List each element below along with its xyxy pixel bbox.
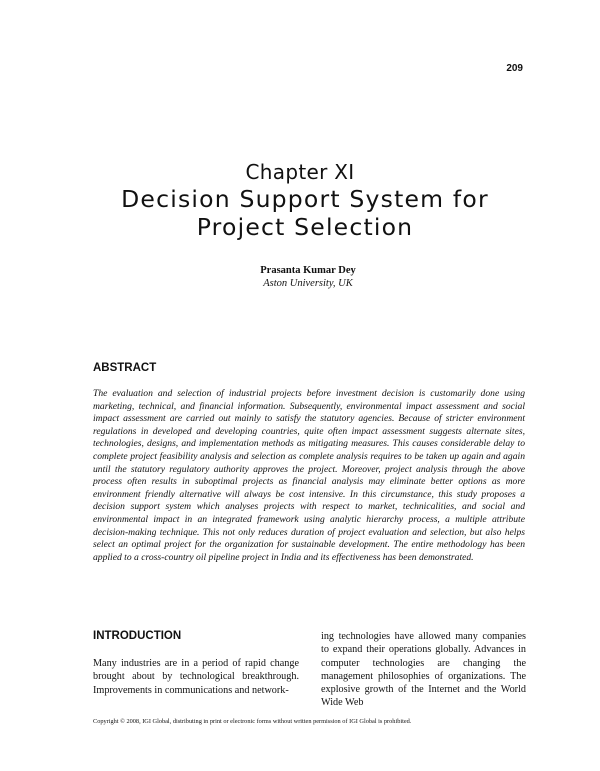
abstract-text: The evaluation and selection of industrial projects before investment decision is customarily done using marketing, technical, and financial information. Subsequently, environmental impact assessment and social impact assessment are carried out mainly to satisfy the statutory agencies. Because of stricter environment regulations in developed and developing countries, quite often impact assessment suggests alternate sites, technologies, designs, and implementation methods as mitigating measures. This causes considerable delay to complete project feasibility analysis and selection as complete analysis requires to be taken up again and again until the statutory regulatory authority approves the project. Moreover, project analysis through the above process often results in suboptimal projects as financial analysis may eliminate better options as more environment friendly alternative will always be cost intensive. In this circumstance, this study proposes a decision support system which analyses projects with respect to market, technicalities, and social and environmental impact in an integrated framework using analytic hierarchy process, a multiple attribute decision-making technique. This not only reduces duration of project evaluation and selection, but also helps select an optimal project for the organization for sustainable development. The entire methodology has been applied to a cross-country oil pipeline project in India and its effectiveness has been demonstrated. bbox=[93, 388, 525, 563]
introduction-heading: INTRODUCTION bbox=[93, 630, 182, 642]
author-name: Prasanta Kumar Dey bbox=[260, 265, 356, 276]
chapter-title-line-2: Project Selection bbox=[196, 213, 414, 241]
chapter-title-line-1: Decision Support System for bbox=[121, 185, 489, 213]
chapter-label: Chapter XI bbox=[245, 160, 355, 184]
author-affiliation: Aston University, UK bbox=[263, 278, 353, 289]
chapter-title bbox=[0, 185, 600, 241]
introduction-right-column: ing technologies have allowed many companies to expand their operations globally. Advances in computer technologies are changing the management philosophies of organizations. The explosive growth of the Internet and the World Wide Web bbox=[321, 631, 526, 709]
copyright-notice: Copyright © 2008, IGI Global, distributing in print or electronic forms without written permission of IGI Global is prohibited. bbox=[93, 718, 412, 725]
page-number: 209 bbox=[506, 63, 523, 74]
abstract-heading: ABSTRACT bbox=[93, 362, 157, 374]
introduction-left-column: Many industries are in a period of rapid change brought about by technological breakthrough. Improvements in communications and network- bbox=[93, 658, 299, 696]
